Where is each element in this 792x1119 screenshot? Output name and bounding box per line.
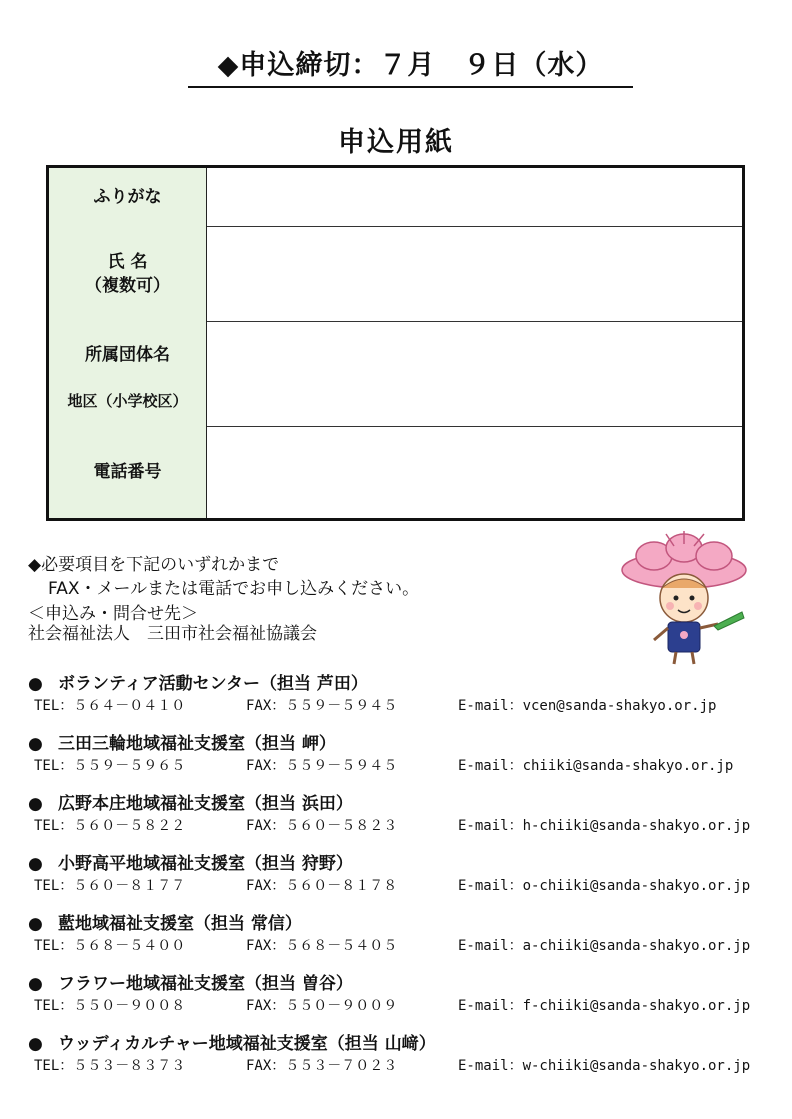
contact-name: 小野高平地域福祉支援室（担当 狩野） (58, 854, 353, 874)
contact-fax: FAX：５５９－５９４５ (246, 758, 398, 774)
contact-header-org: 社会福祉法人 三田市社会福祉協議会 (28, 624, 317, 644)
contact-email[interactable]: E-mail：o-chiiki@sanda-shakyo.or.jp (458, 878, 751, 894)
notice-line1: ◆必要項目を下記のいずれかまで (28, 555, 280, 575)
furigana-label: ふりがな (49, 168, 207, 226)
contact-tel: TEL：５６８－５４００ (34, 938, 186, 954)
contact-entry (28, 972, 788, 1032)
contact-tel: TEL：５５０－９００８ (34, 998, 186, 1014)
contact-fax: FAX：５５９－５９４５ (246, 698, 398, 714)
bullet-icon: ● (28, 1034, 43, 1054)
contact-email[interactable]: E-mail：vcen@sanda-shakyo.or.jp (458, 698, 717, 714)
contact-name: ウッディカルチャー地域福祉支援室（担当 山﨑） (58, 1034, 436, 1054)
contact-header-title: ＜申込み・問合せ先＞ (28, 604, 198, 624)
contact-tel: TEL：５５９－５９６５ (34, 758, 186, 774)
contact-tel: TEL：５６４－０４１０ (34, 698, 186, 714)
application-form-table (46, 165, 745, 521)
contact-list (28, 672, 788, 1092)
form-title: 申込用紙 (338, 127, 454, 158)
contact-tel: TEL：５６０－８１７７ (34, 878, 186, 894)
contact-entry (28, 1032, 788, 1092)
contact-fax: FAX：５５３－７０２３ (246, 1058, 398, 1074)
contact-entry (28, 912, 788, 972)
bullet-icon: ● (28, 674, 43, 694)
contact-header (28, 604, 317, 644)
notice-line2: FAX・メールまたは電話でお申し込みください。 (48, 579, 420, 599)
contact-fax: FAX：５６０－８１７８ (246, 878, 398, 894)
contact-email[interactable]: E-mail：f-chiiki@sanda-shakyo.or.jp (458, 998, 751, 1014)
contact-entry (28, 852, 788, 912)
org-district-field[interactable] (207, 321, 742, 426)
contact-name: フラワー地域福祉支援室（担当 曽谷） (58, 974, 353, 994)
contact-name: 三田三輪地域福祉支援室（担当 岬） (58, 734, 336, 754)
district-label: 地区（小学校区） (49, 376, 207, 426)
contact-entry (28, 792, 788, 852)
mascot-icon (614, 530, 754, 670)
contact-tel: TEL：５５３－８３７３ (34, 1058, 186, 1074)
contact-fax: FAX：５６８－５４０５ (246, 938, 398, 954)
bullet-icon: ● (28, 794, 43, 814)
contact-email[interactable]: E-mail：chiiki@sanda-shakyo.or.jp (458, 758, 734, 774)
contact-entry (28, 672, 788, 732)
contact-tel: TEL：５６０－５８２２ (34, 818, 186, 834)
contact-entry (28, 732, 788, 792)
bullet-icon: ● (28, 974, 43, 994)
contact-fax: FAX：５５０－９００９ (246, 998, 398, 1014)
contact-name: ボランティア活動センター（担当 芦田） (58, 674, 368, 694)
contact-name: 藍地域福祉支援室（担当 常信） (58, 914, 302, 934)
org-label: 所属団体名 (49, 321, 207, 376)
furigana-field[interactable] (207, 168, 742, 226)
bullet-icon: ● (28, 914, 43, 934)
bullet-icon: ● (28, 854, 43, 874)
contact-email[interactable]: E-mail：a-chiiki@sanda-shakyo.or.jp (458, 938, 751, 954)
bullet-icon: ● (28, 734, 43, 754)
name-label: 氏 名 （複数可） (49, 226, 207, 321)
contact-name: 広野本庄地域福祉支援室（担当 浜田） (58, 794, 353, 814)
name-field[interactable] (207, 226, 742, 321)
contact-email[interactable]: E-mail：w-chiiki@sanda-shakyo.or.jp (458, 1058, 751, 1074)
deadline-heading: ◆申込締切：７月 ９日（水） (188, 48, 633, 88)
contact-fax: FAX：５６０－５８２３ (246, 818, 398, 834)
phone-field[interactable] (207, 426, 742, 518)
notice (28, 553, 419, 601)
contact-email[interactable]: E-mail：h-chiiki@sanda-shakyo.or.jp (458, 818, 751, 834)
phone-label: 電話番号 (49, 426, 207, 518)
